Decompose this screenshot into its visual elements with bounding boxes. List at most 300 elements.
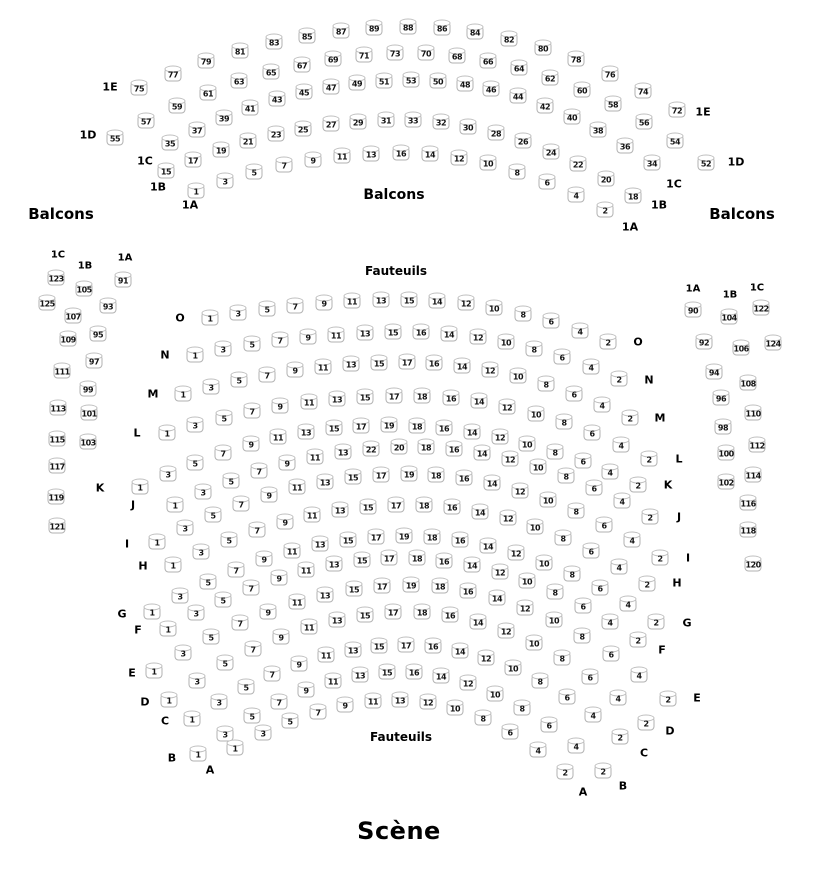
seat-balcony-1B-15[interactable] (158, 166, 175, 179)
seat-orchestra-O-3[interactable] (230, 308, 247, 321)
seat-orchestra-K-9[interactable] (243, 439, 260, 452)
seat-orchestra-M-8[interactable] (538, 379, 555, 392)
seat-orchestra-F-5[interactable] (215, 595, 232, 608)
seat-balcony-1A-3[interactable] (217, 176, 234, 189)
seat-balcony-1C-44[interactable] (510, 91, 527, 104)
seat-balcony-1B-28[interactable] (488, 128, 505, 141)
seat-orchestra-F-15[interactable] (354, 555, 371, 568)
seat-orchestra-G-4[interactable] (620, 599, 637, 612)
seat-balcony-1E-85[interactable] (299, 31, 316, 44)
seat-orchestra-H-3[interactable] (193, 547, 210, 560)
seat-orchestra-G-7[interactable] (228, 565, 245, 578)
seat-orchestra-K-7[interactable] (215, 448, 232, 461)
seat-orchestra-C-12[interactable] (478, 653, 495, 666)
seat-balcony-1D-58[interactable] (605, 99, 622, 112)
seat-balcony-1E-88[interactable] (400, 22, 417, 35)
seat-orchestra-M-7[interactable] (259, 370, 276, 383)
seat-balcony-1D-68[interactable] (449, 51, 466, 64)
seat-box-right-92[interactable] (696, 337, 713, 350)
seat-orchestra-A-4[interactable] (530, 745, 547, 758)
seat-orchestra-J-4[interactable] (614, 496, 631, 509)
seat-orchestra-C-3[interactable] (211, 697, 228, 710)
seat-orchestra-F-10[interactable] (519, 576, 536, 589)
seat-orchestra-O-8[interactable] (515, 309, 532, 322)
seat-balcony-1A-8[interactable] (509, 167, 526, 180)
seat-orchestra-J-3[interactable] (195, 487, 212, 500)
seat-orchestra-M-14[interactable] (454, 361, 471, 374)
seat-orchestra-K-5[interactable] (187, 458, 204, 471)
seat-balcony-1A-11[interactable] (334, 151, 351, 164)
seat-orchestra-D-9[interactable] (273, 632, 290, 645)
seat-orchestra-B-16[interactable] (406, 667, 423, 680)
seat-orchestra-F-3[interactable] (188, 608, 205, 621)
seat-box-left-107[interactable] (65, 311, 82, 324)
seat-balcony-1A-2[interactable] (597, 205, 614, 218)
seat-orchestra-H-16[interactable] (444, 502, 461, 515)
seat-orchestra-I-9[interactable] (261, 490, 278, 503)
seat-orchestra-K-19[interactable] (381, 420, 398, 433)
seat-orchestra-O-15[interactable] (401, 295, 418, 308)
seat-balcony-1C-46[interactable] (483, 84, 500, 97)
seat-balcony-1E-76[interactable] (602, 69, 619, 82)
seat-box-right-90[interactable] (685, 305, 702, 318)
seat-orchestra-O-14[interactable] (429, 296, 446, 309)
seat-box-left-121[interactable] (49, 521, 66, 534)
seat-orchestra-C-9[interactable] (291, 659, 308, 672)
seat-orchestra-F-12[interactable] (492, 567, 509, 580)
seat-box-left-119[interactable] (48, 492, 65, 505)
seat-balcony-1D-69[interactable] (325, 54, 342, 67)
seat-orchestra-N-7[interactable] (272, 335, 289, 348)
seat-orchestra-G-15[interactable] (340, 535, 357, 548)
seat-orchestra-L-12[interactable] (499, 402, 516, 415)
seat-orchestra-F-18[interactable] (409, 553, 426, 566)
seat-balcony-1A-4[interactable] (568, 190, 585, 203)
seat-box-right-98[interactable] (715, 422, 732, 435)
seat-orchestra-A-1[interactable] (227, 743, 244, 756)
seat-orchestra-A-6[interactable] (502, 727, 519, 740)
seat-orchestra-L-3[interactable] (187, 420, 204, 433)
seat-orchestra-H-17[interactable] (388, 500, 405, 513)
seat-balcony-1A-16[interactable] (393, 148, 410, 161)
seat-orchestra-N-16[interactable] (413, 327, 430, 340)
seat-orchestra-H-4[interactable] (611, 562, 628, 575)
seat-orchestra-F-2[interactable] (630, 635, 647, 648)
seat-box-left-115[interactable] (49, 434, 66, 447)
seat-box-left-123[interactable] (48, 273, 65, 286)
seat-orchestra-K-4[interactable] (602, 467, 619, 480)
seat-orchestra-A-5[interactable] (282, 716, 299, 729)
seat-orchestra-A-3[interactable] (255, 728, 272, 741)
seat-orchestra-E-1[interactable] (146, 666, 163, 679)
seat-orchestra-O-13[interactable] (373, 295, 390, 308)
seat-balcony-1E-77[interactable] (165, 69, 182, 82)
seat-orchestra-N-5[interactable] (244, 339, 261, 352)
seat-orchestra-I-7[interactable] (233, 499, 250, 512)
seat-box-right-118[interactable] (740, 525, 757, 538)
seat-orchestra-K-18[interactable] (409, 421, 426, 434)
seat-orchestra-I-5[interactable] (205, 510, 222, 523)
seat-orchestra-G-9[interactable] (256, 554, 273, 567)
seat-orchestra-E-9[interactable] (260, 607, 277, 620)
seat-orchestra-B-12[interactable] (460, 678, 477, 691)
seat-box-right-108[interactable] (740, 378, 757, 391)
seat-orchestra-B-11[interactable] (325, 676, 342, 689)
seat-orchestra-E-3[interactable] (175, 648, 192, 661)
seat-balcony-1C-34[interactable] (644, 158, 661, 171)
seat-orchestra-G-19[interactable] (396, 531, 413, 544)
seat-orchestra-M-12[interactable] (482, 365, 499, 378)
seat-orchestra-A-7[interactable] (310, 707, 327, 720)
seat-box-left-97[interactable] (86, 356, 103, 369)
seat-orchestra-J-6[interactable] (586, 483, 603, 496)
seat-orchestra-O-10[interactable] (486, 303, 503, 316)
seat-orchestra-B-15[interactable] (379, 667, 396, 680)
seat-balcony-1D-55[interactable] (107, 133, 124, 146)
seat-orchestra-E-16[interactable] (460, 586, 477, 599)
seat-orchestra-N-14[interactable] (441, 329, 458, 342)
seat-orchestra-B-4[interactable] (568, 741, 585, 754)
seat-orchestra-I-17[interactable] (373, 470, 390, 483)
seat-orchestra-N-4[interactable] (583, 362, 600, 375)
seat-orchestra-I-3[interactable] (177, 523, 194, 536)
seat-box-right-122[interactable] (753, 303, 770, 316)
seat-box-right-124[interactable] (765, 338, 782, 351)
seat-orchestra-J-9[interactable] (279, 458, 296, 471)
seat-orchestra-K-12[interactable] (492, 432, 509, 445)
seat-balcony-1E-89[interactable] (366, 23, 383, 36)
seat-balcony-1C-41[interactable] (242, 103, 259, 116)
seat-orchestra-I-13[interactable] (317, 477, 334, 490)
seat-orchestra-H-11[interactable] (304, 510, 321, 523)
seat-orchestra-H-7[interactable] (249, 525, 266, 538)
seat-orchestra-H-8[interactable] (555, 533, 572, 546)
seat-orchestra-N-9[interactable] (300, 332, 317, 345)
seat-box-right-106[interactable] (733, 343, 750, 356)
seat-orchestra-J-12[interactable] (502, 454, 519, 467)
seat-balcony-1B-25[interactable] (295, 124, 312, 137)
seat-orchestra-N-11[interactable] (328, 330, 345, 343)
seat-orchestra-C-8[interactable] (532, 676, 549, 689)
seat-orchestra-D-12[interactable] (498, 626, 515, 639)
seat-orchestra-M-6[interactable] (566, 389, 583, 402)
seat-orchestra-E-12[interactable] (517, 603, 534, 616)
seat-orchestra-C-15[interactable] (371, 641, 388, 654)
seat-orchestra-J-8[interactable] (558, 471, 575, 484)
seat-orchestra-M-3[interactable] (203, 382, 220, 395)
seat-orchestra-N-6[interactable] (554, 352, 571, 365)
seat-balcony-1E-75[interactable] (131, 83, 148, 96)
seat-orchestra-E-8[interactable] (574, 631, 591, 644)
seat-orchestra-L-18[interactable] (414, 391, 431, 404)
seat-orchestra-F-7[interactable] (243, 583, 260, 596)
seat-balcony-1D-62[interactable] (542, 73, 559, 86)
seat-box-left-93[interactable] (100, 301, 117, 314)
seat-balcony-1A-13[interactable] (363, 149, 380, 162)
seat-orchestra-K-14[interactable] (464, 427, 481, 440)
seat-orchestra-I-15[interactable] (345, 472, 362, 485)
seat-orchestra-E-2[interactable] (660, 694, 677, 707)
seat-orchestra-G-10[interactable] (536, 558, 553, 571)
seat-balcony-1D-54[interactable] (667, 136, 684, 149)
seat-balcony-1E-78[interactable] (568, 54, 585, 67)
seat-orchestra-I-19[interactable] (401, 469, 418, 482)
seat-balcony-1E-83[interactable] (266, 37, 283, 50)
seat-orchestra-K-2[interactable] (630, 480, 647, 493)
seat-orchestra-C-2[interactable] (612, 732, 629, 745)
seat-orchestra-I-14[interactable] (484, 478, 501, 491)
seat-orchestra-F-4[interactable] (602, 617, 619, 630)
seat-orchestra-L-16[interactable] (443, 393, 460, 406)
seat-orchestra-H-1[interactable] (165, 560, 182, 573)
seat-box-right-110[interactable] (745, 408, 762, 421)
seat-orchestra-D-10[interactable] (526, 638, 543, 651)
seat-balcony-1A-12[interactable] (451, 153, 468, 166)
seat-orchestra-E-10[interactable] (546, 615, 563, 628)
seat-orchestra-N-15[interactable] (385, 327, 402, 340)
seat-box-right-104[interactable] (721, 312, 738, 325)
seat-balcony-1E-86[interactable] (434, 23, 451, 36)
seat-orchestra-L-15[interactable] (357, 392, 374, 405)
seat-orchestra-D-1[interactable] (161, 695, 178, 708)
seat-orchestra-L-5[interactable] (216, 413, 233, 426)
seat-orchestra-A-10[interactable] (447, 703, 464, 716)
seat-balcony-1C-49[interactable] (349, 78, 366, 91)
seat-orchestra-H-9[interactable] (277, 517, 294, 530)
seat-orchestra-K-10[interactable] (519, 439, 536, 452)
seat-orchestra-J-22[interactable] (363, 444, 380, 457)
seat-balcony-1B-31[interactable] (378, 115, 395, 128)
seat-balcony-1B-32[interactable] (433, 117, 450, 130)
seat-balcony-1B-23[interactable] (268, 129, 285, 142)
seat-orchestra-D-18[interactable] (414, 607, 431, 620)
seat-orchestra-O-1[interactable] (202, 313, 219, 326)
seat-balcony-1E-74[interactable] (635, 86, 652, 99)
seat-orchestra-C-1[interactable] (184, 714, 201, 727)
seat-box-left-125[interactable] (39, 298, 56, 311)
seat-orchestra-L-9[interactable] (272, 401, 289, 414)
seat-orchestra-J-14[interactable] (474, 448, 491, 461)
seat-orchestra-G-16[interactable] (452, 535, 469, 548)
seat-orchestra-J-13[interactable] (335, 447, 352, 460)
seat-orchestra-E-14[interactable] (489, 593, 506, 606)
seat-orchestra-B-9[interactable] (298, 685, 315, 698)
seat-orchestra-K-15[interactable] (326, 423, 343, 436)
seat-box-right-100[interactable] (718, 448, 735, 461)
seat-orchestra-D-8[interactable] (554, 653, 571, 666)
seat-balcony-1B-17[interactable] (185, 155, 202, 168)
seat-orchestra-H-12[interactable] (500, 513, 517, 526)
seat-orchestra-A-9[interactable] (337, 700, 354, 713)
seat-balcony-1B-20[interactable] (598, 174, 615, 187)
seat-balcony-1C-53[interactable] (403, 75, 420, 88)
seat-orchestra-L-13[interactable] (329, 394, 346, 407)
seat-balcony-1A-14[interactable] (422, 149, 439, 162)
seat-orchestra-C-16[interactable] (425, 641, 442, 654)
seat-orchestra-M-5[interactable] (231, 375, 248, 388)
seat-balcony-1E-81[interactable] (232, 46, 249, 59)
seat-box-right-114[interactable] (745, 470, 762, 483)
seat-orchestra-B-10[interactable] (487, 689, 504, 702)
seat-balcony-1C-45[interactable] (296, 87, 313, 100)
seat-orchestra-B-13[interactable] (352, 670, 369, 683)
seat-orchestra-J-18[interactable] (418, 442, 435, 455)
seat-orchestra-O-12[interactable] (458, 298, 475, 311)
seat-box-right-102[interactable] (718, 477, 735, 490)
seat-orchestra-D-16[interactable] (442, 610, 459, 623)
seat-orchestra-M-10[interactable] (510, 371, 527, 384)
seat-orchestra-I-11[interactable] (289, 482, 306, 495)
seat-orchestra-N-2[interactable] (611, 374, 628, 387)
seat-orchestra-B-6[interactable] (541, 720, 558, 733)
seat-orchestra-D-5[interactable] (217, 658, 234, 671)
seat-orchestra-D-11[interactable] (301, 622, 318, 635)
seat-orchestra-G-18[interactable] (424, 532, 441, 545)
seat-balcony-1A-5[interactable] (246, 167, 263, 180)
seat-balcony-1C-40[interactable] (564, 112, 581, 125)
seat-box-left-103[interactable] (80, 437, 97, 450)
seat-orchestra-D-14[interactable] (470, 617, 487, 630)
seat-orchestra-C-6[interactable] (559, 692, 576, 705)
seat-balcony-1B-24[interactable] (543, 147, 560, 160)
seat-orchestra-B-5[interactable] (244, 711, 261, 724)
seat-orchestra-G-5[interactable] (200, 577, 217, 590)
seat-balcony-1A-1[interactable] (188, 186, 205, 199)
seat-orchestra-D-7[interactable] (245, 644, 262, 657)
seat-orchestra-C-13[interactable] (345, 645, 362, 658)
seat-orchestra-C-10[interactable] (505, 663, 522, 676)
seat-box-left-101[interactable] (81, 408, 98, 421)
seat-orchestra-M-2[interactable] (622, 413, 639, 426)
seat-orchestra-J-2[interactable] (642, 512, 659, 525)
seat-orchestra-B-2[interactable] (595, 766, 612, 779)
seat-orchestra-A-2[interactable] (557, 767, 574, 780)
seat-orchestra-O-6[interactable] (543, 316, 560, 329)
seat-orchestra-J-20[interactable] (391, 442, 408, 455)
seat-orchestra-N-1[interactable] (187, 350, 204, 363)
seat-balcony-1C-42[interactable] (537, 101, 554, 114)
seat-box-left-91[interactable] (115, 275, 132, 288)
seat-box-left-109[interactable] (60, 334, 77, 347)
seat-orchestra-E-4[interactable] (631, 670, 648, 683)
seat-orchestra-J-16[interactable] (446, 444, 463, 457)
seat-balcony-1E-82[interactable] (501, 34, 518, 47)
seat-orchestra-K-8[interactable] (547, 447, 564, 460)
seat-orchestra-J-11[interactable] (307, 452, 324, 465)
seat-balcony-1D-70[interactable] (418, 48, 435, 61)
seat-balcony-1B-29[interactable] (350, 117, 367, 130)
seat-orchestra-G-11[interactable] (284, 546, 301, 559)
seat-orchestra-E-15[interactable] (346, 584, 363, 597)
seat-orchestra-D-4[interactable] (610, 693, 627, 706)
seat-orchestra-G-1[interactable] (144, 607, 161, 620)
seat-orchestra-F-8[interactable] (547, 587, 564, 600)
seat-orchestra-O-2[interactable] (600, 337, 617, 350)
seat-orchestra-G-14[interactable] (480, 541, 497, 554)
seat-orchestra-E-5[interactable] (203, 632, 220, 645)
seat-orchestra-N-12[interactable] (470, 332, 487, 345)
seat-orchestra-F-6[interactable] (575, 601, 592, 614)
seat-orchestra-L-10[interactable] (528, 409, 545, 422)
seat-balcony-1D-52[interactable] (698, 158, 715, 171)
seat-balcony-1C-51[interactable] (376, 76, 393, 89)
seat-box-left-99[interactable] (80, 384, 97, 397)
seat-orchestra-E-11[interactable] (289, 597, 306, 610)
seat-orchestra-K-3[interactable] (160, 469, 177, 482)
seat-orchestra-I-16[interactable] (456, 473, 473, 486)
seat-box-right-94[interactable] (706, 367, 723, 380)
seat-orchestra-M-13[interactable] (343, 359, 360, 372)
seat-orchestra-K-11[interactable] (270, 432, 287, 445)
seat-balcony-1D-61[interactable] (200, 88, 217, 101)
seat-balcony-1C-48[interactable] (457, 79, 474, 92)
seat-orchestra-L-17[interactable] (386, 391, 403, 404)
seat-balcony-1A-6[interactable] (539, 177, 556, 190)
seat-orchestra-I-6[interactable] (596, 520, 613, 533)
seat-balcony-1B-30[interactable] (460, 122, 477, 135)
seat-orchestra-M-4[interactable] (594, 400, 611, 413)
seat-box-left-117[interactable] (49, 461, 66, 474)
seat-orchestra-J-7[interactable] (251, 466, 268, 479)
seat-orchestra-A-13[interactable] (392, 695, 409, 708)
seat-orchestra-L-14[interactable] (471, 396, 488, 409)
seat-box-right-116[interactable] (740, 498, 757, 511)
seat-balcony-1A-9[interactable] (305, 155, 322, 168)
seat-balcony-1B-27[interactable] (323, 119, 340, 132)
seat-orchestra-F-16[interactable] (436, 556, 453, 569)
seat-orchestra-E-6[interactable] (603, 649, 620, 662)
seat-balcony-1B-26[interactable] (515, 136, 532, 149)
seat-box-right-112[interactable] (749, 440, 766, 453)
seat-orchestra-C-17[interactable] (398, 640, 415, 653)
seat-orchestra-H-10[interactable] (527, 522, 544, 535)
seat-orchestra-H-5[interactable] (221, 535, 238, 548)
seat-balcony-1C-43[interactable] (269, 94, 286, 107)
seat-orchestra-C-11[interactable] (318, 650, 335, 663)
seat-orchestra-K-1[interactable] (132, 482, 149, 495)
seat-box-right-96[interactable] (713, 393, 730, 406)
seat-orchestra-A-11[interactable] (365, 696, 382, 709)
seat-orchestra-N-8[interactable] (526, 344, 543, 357)
seat-orchestra-N-10[interactable] (498, 337, 515, 350)
seat-orchestra-M-15[interactable] (371, 358, 388, 371)
seat-balcony-1C-47[interactable] (323, 82, 340, 95)
seat-orchestra-K-17[interactable] (353, 421, 370, 434)
seat-balcony-1D-71[interactable] (356, 50, 373, 63)
seat-orchestra-L-2[interactable] (641, 454, 658, 467)
seat-orchestra-F-1[interactable] (160, 624, 177, 637)
seat-orchestra-N-3[interactable] (215, 344, 232, 357)
seat-orchestra-I-4[interactable] (624, 535, 641, 548)
seat-orchestra-I-8[interactable] (568, 506, 585, 519)
seat-orchestra-M-9[interactable] (287, 365, 304, 378)
seat-orchestra-K-13[interactable] (298, 427, 315, 440)
seat-orchestra-L-11[interactable] (301, 397, 318, 410)
seat-orchestra-G-3[interactable] (172, 591, 189, 604)
seat-orchestra-I-12[interactable] (512, 486, 529, 499)
seat-balcony-1D-57[interactable] (138, 116, 155, 129)
seat-orchestra-O-7[interactable] (287, 301, 304, 314)
seat-balcony-1D-67[interactable] (294, 60, 311, 73)
seat-orchestra-F-9[interactable] (271, 573, 288, 586)
seat-balcony-1E-87[interactable] (333, 26, 350, 39)
seat-orchestra-D-3[interactable] (189, 676, 206, 689)
seat-balcony-1E-84[interactable] (467, 27, 484, 40)
seat-orchestra-A-8[interactable] (475, 713, 492, 726)
seat-balcony-1A-7[interactable] (276, 160, 293, 173)
seat-orchestra-C-7[interactable] (264, 669, 281, 682)
seat-balcony-1B-33[interactable] (405, 115, 422, 128)
